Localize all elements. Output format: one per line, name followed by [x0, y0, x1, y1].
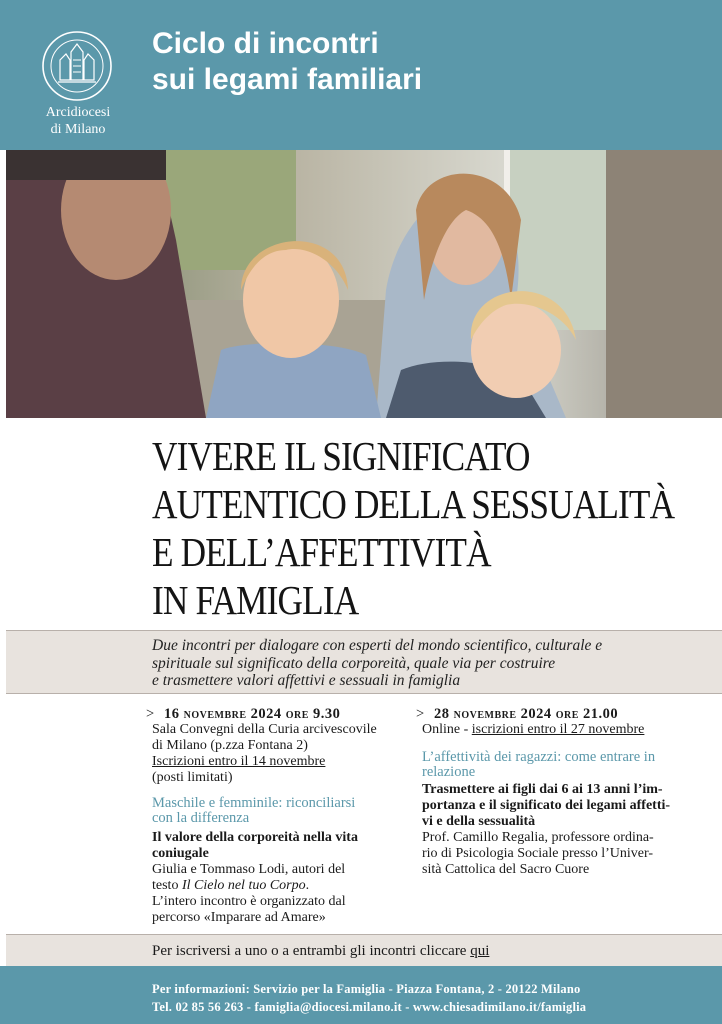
main-title-line-2: AUTENTICO DELLA SESSUALITÀ	[152, 481, 675, 527]
main-title-line-4: IN FAMIGLIA	[152, 577, 359, 623]
event-2-subtitle-line-3: vi e della sessualità	[422, 814, 536, 829]
family-photo-illustration	[6, 150, 722, 418]
event-1-speakers-line-2	[152, 878, 402, 894]
footer-contact-line: Tel. 02 85 56 263 - famiglia@diocesi.milano.it - www.chiesadimilano.it/famiglia	[152, 1000, 587, 1014]
event-1-date	[146, 706, 402, 722]
footer-info-line: Per informazioni: Servizio per la Famiglia - Piazza Fontana, 2 - 20122 Milano	[152, 982, 581, 996]
series-title	[152, 26, 422, 98]
chevron-right-icon: >	[146, 706, 155, 722]
event-1-place-line-2: di Milano (p.zza Fontana 2)	[152, 738, 308, 753]
series-title-line-1: Ciclo di incontri	[152, 27, 379, 60]
org-line-2: di Milano	[50, 122, 106, 137]
main-title-line-1: VIVERE IL SIGNIFICATO	[152, 433, 530, 479]
event-1-theme-line-1: Maschile e femminile: riconciliarsi	[152, 795, 356, 811]
event-2-mode	[422, 722, 712, 738]
chevron-right-icon: >	[416, 706, 425, 722]
event-1-date-text: 16 novembre 2024 ore 9.30	[164, 706, 341, 722]
intro-line-3: e trasmettere valori affettivi e sessuali in famiglia	[152, 672, 461, 689]
event-1-speakers-prefix: testo	[152, 878, 182, 893]
event-1-theme	[152, 796, 402, 826]
event-1-speakers-suffix: .	[305, 878, 310, 893]
series-title-line-2: sui legami familiari	[152, 63, 423, 96]
event-1-subtitle-line-1: Il valore della corporeità nella vita	[152, 830, 358, 845]
event-1	[146, 706, 402, 926]
event-1-place-line-1: Sala Convegni della Curia arcivescovile	[152, 722, 377, 737]
main-title	[152, 432, 675, 624]
family-photo	[6, 150, 722, 418]
event-2-speaker-line-3: sità Cattolica del Sacro Cuore	[422, 862, 590, 877]
organization-name	[20, 104, 136, 138]
event-2-subtitle-line-2: portanza e il significato dei legami affetti-	[422, 798, 671, 813]
event-2-speaker-line-2: rio di Psicologia Sociale presso l’Univer-	[422, 846, 654, 861]
event-2-subtitle-line-1: Trasmettere ai figli dai 6 ai 13 anni l’im-	[422, 782, 663, 797]
signup-text	[152, 943, 489, 960]
event-2	[416, 706, 712, 878]
event-2-mode-text: Online -	[422, 722, 472, 737]
signup-text-body: Per iscriversi a uno o a entrambi gli incontri cliccare	[152, 943, 471, 959]
event-1-book-title: Il Cielo nel tuo Corpo	[181, 878, 306, 893]
event-1-subtitle-line-2: coniugale	[152, 846, 209, 861]
diocese-seal-icon	[40, 30, 114, 102]
footer-banner	[0, 966, 722, 1024]
event-1-limited-seats: (posti limitati)	[152, 770, 233, 785]
intro-band	[6, 630, 722, 694]
intro-line-1: Due incontri per dialogare con esperti del mondo scientifico, culturale e	[152, 637, 603, 654]
event-2-date-text: 28 novembre 2024 ore 21.00	[434, 706, 619, 722]
intro-line-2: spirituale sul significato della corporeità, quale via per costruire	[152, 654, 556, 672]
event-1-theme-line-2: con la differenza	[152, 810, 250, 826]
intro-text	[152, 637, 714, 690]
org-line-1: Arcidiocesi	[45, 105, 111, 120]
event-2-theme	[422, 750, 712, 780]
event-1-organized-line-2: percorso «Imparare ad Amare»	[152, 910, 326, 925]
event-1-subtitle	[152, 830, 402, 862]
event-2-registration: iscrizioni entro il 27 novembre	[471, 722, 645, 737]
event-2-theme-line-2: relazione	[422, 764, 476, 780]
event-2-speaker-line-1: Prof. Camillo Regalia, professore ordina-	[422, 830, 654, 845]
event-1-organized-line-1: L’intero incontro è organizzato dal	[152, 894, 346, 909]
event-1-speakers-line-1: Giulia e Tommaso Lodi, autori del	[152, 862, 346, 877]
event-2-subtitle	[422, 782, 712, 830]
event-2-date	[416, 706, 712, 722]
signup-link[interactable]: qui	[470, 943, 490, 959]
event-1-registration: Iscrizioni entro il 14 novembre	[152, 754, 326, 769]
signup-band	[6, 934, 722, 967]
main-title-line-3: E DELL’AFFETTIVITÀ	[152, 529, 491, 575]
event-2-theme-line-1: L’affettività dei ragazzi: come entrare in	[422, 749, 656, 765]
header-banner	[0, 0, 722, 150]
